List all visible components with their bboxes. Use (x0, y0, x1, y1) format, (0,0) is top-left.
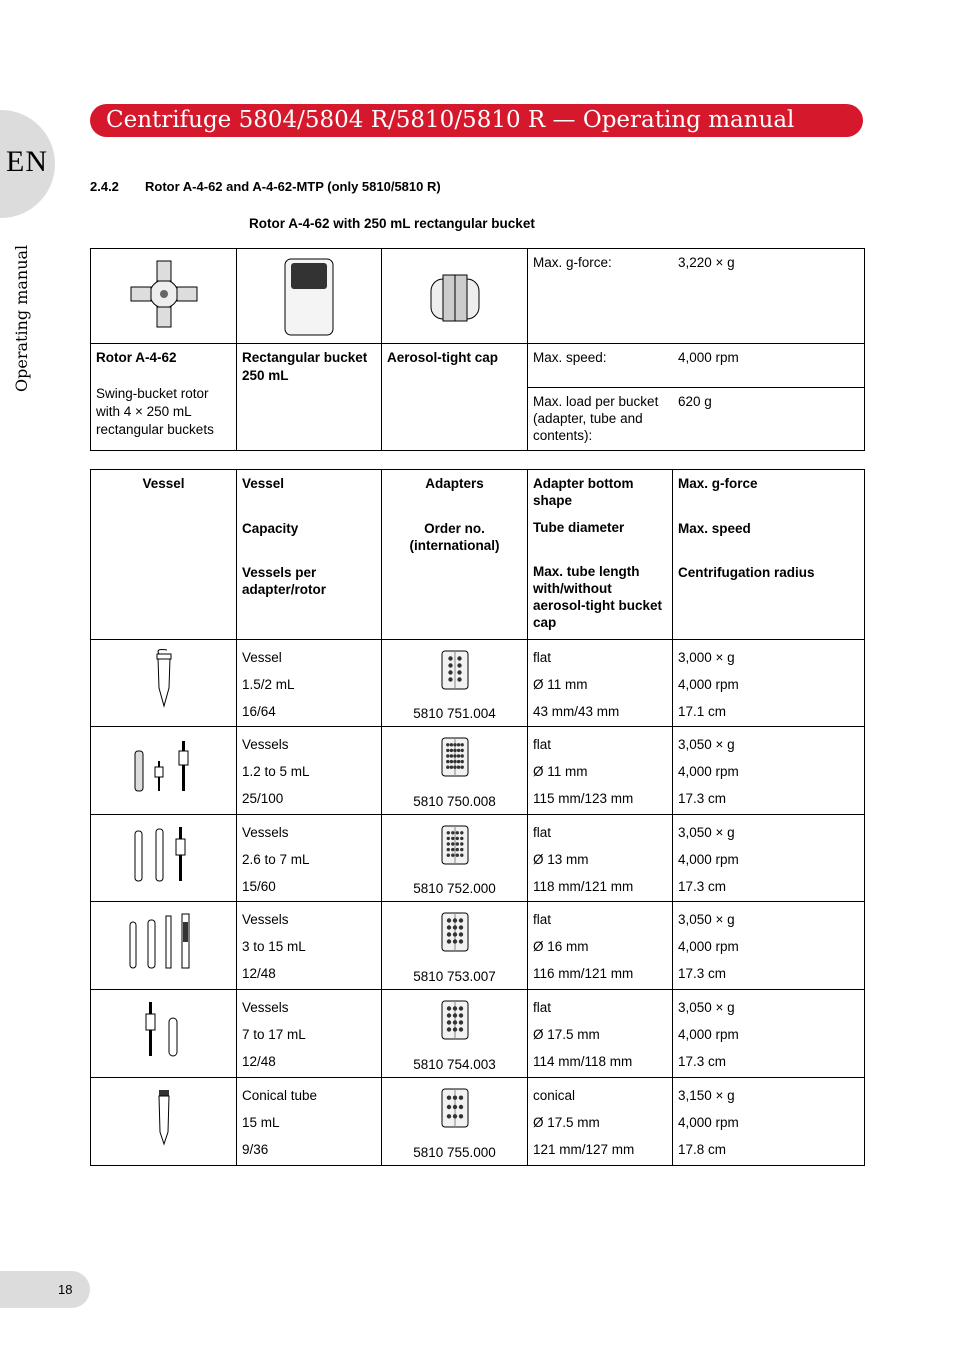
tube-length: 115 mm/123 mm (533, 791, 634, 806)
vessel-image-cell (91, 640, 237, 727)
header-cell: Vessel (91, 470, 237, 640)
vessel-image-cell (91, 815, 237, 902)
rotor-name: Rotor A-4-62 (96, 350, 177, 365)
centrifugation-radius: 17.8 cm (678, 1142, 727, 1157)
vessel-capacity: 15 mL (242, 1115, 280, 1130)
adapter-icon (441, 1000, 469, 1040)
vessel-capacity: 2.6 to 7 mL (242, 852, 310, 867)
vessel-icon (129, 737, 199, 795)
header-cell: Adapters Order no. (international) (382, 470, 528, 640)
vessel-image-cell (91, 902, 237, 990)
vessel-cell (237, 727, 382, 815)
spec-load-cell (528, 388, 865, 451)
vessel-icon (139, 1000, 189, 1060)
header-cell: Max. g-force Max. speed Centrifugation radius (673, 470, 865, 640)
max-speed: 4,000 rpm (678, 764, 739, 779)
vessel-type: Vessels (242, 1000, 289, 1015)
tube-length: 43 mm/43 mm (533, 704, 620, 719)
performance-cell (673, 640, 865, 727)
vessel-image-cell (91, 727, 237, 815)
table-row (91, 1078, 865, 1166)
shape-cell (528, 640, 673, 727)
bottom-shape: flat (533, 737, 552, 752)
vessel-image-cell (91, 1078, 237, 1166)
rotor-description: Swing-bucket rotor with 4 × 250 mL rectangular buckets (96, 386, 214, 437)
spec-label: Max. speed: (533, 350, 607, 365)
tube-diameter: Ø 16 mm (533, 939, 589, 954)
adapter-icon (441, 650, 469, 690)
vessels-per: 9/36 (242, 1142, 269, 1157)
max-speed: 4,000 rpm (678, 852, 739, 867)
adapter-icon (441, 825, 469, 865)
spec-speed-cell (528, 344, 865, 388)
section-title: Rotor A-4-62 and A-4-62-MTP (only 5810/5810 R) (145, 179, 441, 194)
bottom-shape: flat (533, 650, 552, 665)
adapter-cell (382, 727, 528, 815)
vessel-type: Vessel (242, 650, 282, 665)
vessels-per: 25/100 (242, 791, 284, 806)
bucket-image-cell (237, 249, 382, 344)
page-number-tab (0, 1271, 90, 1308)
cap-text-cell (382, 344, 528, 451)
table-row (91, 727, 865, 815)
vessel-capacity: 1.5/2 mL (242, 677, 295, 692)
spec-gforce-cell (528, 249, 865, 344)
cap-image-cell (382, 249, 528, 344)
tube-length: 114 mm/118 mm (533, 1054, 633, 1069)
vessel-capacity: 3 to 15 mL (242, 939, 306, 954)
max-gforce: 3,000 × g (678, 650, 735, 665)
tube-length: 118 mm/121 mm (533, 879, 634, 894)
bottom-shape: flat (533, 1000, 552, 1015)
adapter-cell (382, 902, 528, 990)
header-cell: Vessel Capacity Vessels per adapter/rotor (237, 470, 382, 640)
table-subtitle: Rotor A-4-62 with 250 mL rectangular bucket (249, 216, 535, 231)
max-gforce: 3,050 × g (678, 825, 735, 840)
table-row (91, 902, 865, 990)
cap-icon (429, 273, 481, 323)
rotor-spec-table (90, 248, 865, 451)
centrifugation-radius: 17.3 cm (678, 1054, 727, 1069)
shape-cell (528, 815, 673, 902)
tube-length: 116 mm/121 mm (533, 966, 634, 981)
adapter-cell (382, 1078, 528, 1166)
max-gforce: 3,050 × g (678, 1000, 735, 1015)
max-gforce: 3,050 × g (678, 737, 735, 752)
spec-label: Max. load per bucket (adapter, tube and contents): (533, 394, 659, 443)
bucket-text-cell (237, 344, 382, 451)
max-speed: 4,000 rpm (678, 677, 739, 692)
vessel-cell (237, 815, 382, 902)
centrifugation-radius: 17.3 cm (678, 966, 727, 981)
max-gforce: 3,150 × g (678, 1088, 735, 1103)
vessel-capacity: 7 to 17 mL (242, 1027, 306, 1042)
spec-value: 3,220 × g (678, 255, 735, 270)
vessel-image-cell (91, 990, 237, 1078)
shape-cell (528, 902, 673, 990)
adapter-icon (441, 1088, 469, 1128)
section-number: 2.4.2 (90, 179, 119, 194)
performance-cell (673, 990, 865, 1078)
vessel-icon (149, 648, 179, 710)
rotor-text-cell (91, 344, 237, 451)
max-speed: 4,000 rpm (678, 939, 739, 954)
performance-cell (673, 1078, 865, 1166)
side-label: Operating manual (12, 244, 31, 392)
shape-cell (528, 1078, 673, 1166)
shape-cell (528, 727, 673, 815)
bottom-shape: conical (533, 1088, 576, 1103)
spec-label: Max. g-force: (533, 255, 612, 270)
tube-length: 121 mm/127 mm (533, 1142, 635, 1157)
shape-cell (528, 990, 673, 1078)
tube-diameter: Ø 13 mm (533, 852, 589, 867)
vessel-cell (237, 990, 382, 1078)
vessel-type: Conical tube (242, 1088, 318, 1103)
order-number: 5810 752.000 (413, 881, 496, 896)
adapter-icon (441, 912, 469, 952)
table-header-row (91, 470, 865, 640)
max-gforce: 3,050 × g (678, 912, 735, 927)
max-speed: 4,000 rpm (678, 1115, 739, 1130)
order-number: 5810 753.007 (413, 969, 496, 984)
table-row (91, 640, 865, 727)
rotor-icon (129, 259, 199, 329)
vessel-cell (237, 1078, 382, 1166)
vessel-type: Vessels (242, 825, 289, 840)
cap-name: Aerosol-tight cap (387, 350, 499, 365)
bucket-icon (283, 257, 335, 337)
tube-diameter: Ø 11 mm (533, 677, 588, 692)
adapter-cell (382, 640, 528, 727)
adapter-cell (382, 815, 528, 902)
performance-cell (673, 815, 865, 902)
spec-value: 620 g (678, 394, 712, 409)
vessel-table (90, 469, 865, 1166)
language-label: EN (6, 145, 48, 178)
order-number: 5810 754.003 (413, 1057, 496, 1072)
centrifugation-radius: 17.3 cm (678, 791, 727, 806)
vessels-per: 12/48 (242, 1054, 276, 1069)
order-number: 5810 755.000 (413, 1145, 496, 1160)
bottom-shape: flat (533, 912, 552, 927)
rotor-image-cell (91, 249, 237, 344)
header-cell: Adapter bottom shape Tube diameter Max. tube length with/without aerosol-tight bucket cap (528, 470, 673, 640)
vessels-per: 16/64 (242, 704, 276, 719)
centrifugation-radius: 17.3 cm (678, 879, 727, 894)
vessel-cell (237, 902, 382, 990)
max-speed: 4,000 rpm (678, 1027, 739, 1042)
bottom-shape: flat (533, 825, 552, 840)
page-number: 18 (58, 1282, 73, 1297)
vessel-type: Vessels (242, 912, 289, 927)
section-heading (90, 179, 441, 194)
page-title-banner: Centrifuge 5804/5804 R/5810/5810 R — Operating manual (90, 104, 863, 137)
adapter-cell (382, 990, 528, 1078)
order-number: 5810 750.008 (413, 794, 496, 809)
table-row (91, 815, 865, 902)
vessel-cell (237, 640, 382, 727)
tube-diameter: Ø 11 mm (533, 764, 588, 779)
vessels-per: 15/60 (242, 879, 276, 894)
performance-cell (673, 902, 865, 990)
order-number: 5810 751.004 (413, 706, 496, 721)
tube-diameter: Ø 17.5 mm (533, 1027, 600, 1042)
spec-value: 4,000 rpm (678, 350, 739, 365)
tube-diameter: Ø 17.5 mm (533, 1115, 600, 1130)
vessels-per: 12/48 (242, 966, 276, 981)
centrifugation-radius: 17.1 cm (678, 704, 727, 719)
adapter-icon (441, 737, 469, 777)
vessel-icon (129, 825, 199, 885)
table-row (91, 990, 865, 1078)
vessel-icon (154, 1088, 174, 1148)
bucket-name: Rectangular bucket 250 mL (242, 350, 368, 383)
performance-cell (673, 727, 865, 815)
vessel-capacity: 1.2 to 5 mL (242, 764, 310, 779)
vessel-type: Vessels (242, 737, 289, 752)
vessel-icon (124, 912, 204, 972)
